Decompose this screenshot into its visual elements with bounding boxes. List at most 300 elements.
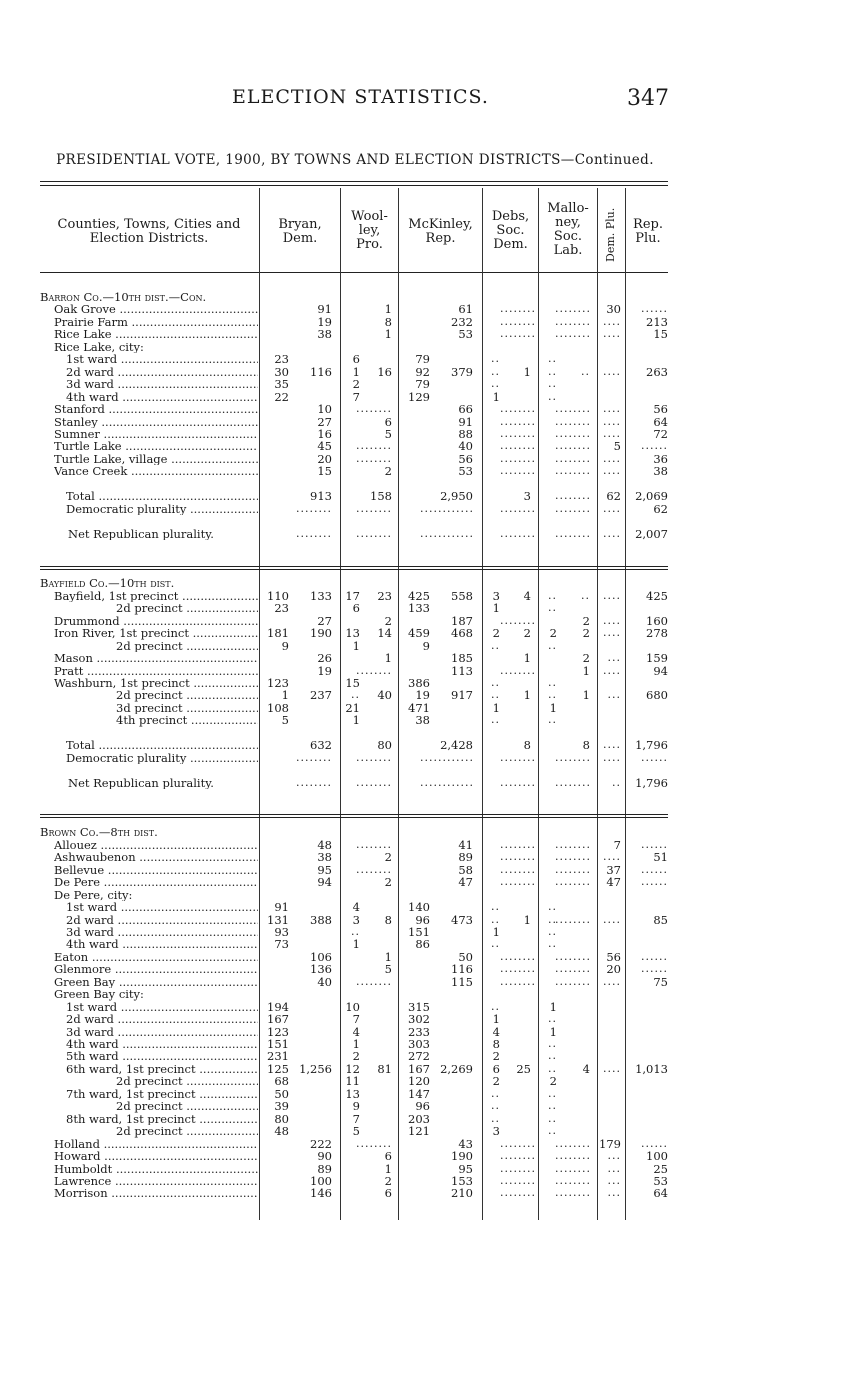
cell-bryan_s: 68 <box>274 1074 289 1089</box>
cell-demplu: .... <box>603 402 621 416</box>
row-label: Washburn, 1st precinct ..... <box>54 677 258 690</box>
cell-bryan: 89 <box>317 1161 332 1176</box>
cell-wooley: ........ <box>356 862 392 876</box>
cell-bryan_s: 80 <box>274 1111 289 1126</box>
cell-mckinley_s: 96 <box>415 912 430 927</box>
cell-wooley_s: 10 <box>345 999 360 1014</box>
row-spacer <box>40 515 670 528</box>
row-label: Bayfield Co.—10th dist. <box>40 577 175 590</box>
row-label: Turtle Lake ..... <box>54 440 258 453</box>
row-spacer <box>40 553 670 566</box>
cell-wooley_s: 1 <box>352 937 360 952</box>
cell-wooley: 158 <box>370 489 392 504</box>
row-label: Brown Co.—8th dist. <box>40 826 158 839</box>
cell-mall_s: .. <box>548 900 557 913</box>
cell-wooley_s: 13 <box>345 626 360 641</box>
table-subtitle: PRESIDENTIAL VOTE, 1900, BY TOWNS AND ELECTION DISTRICTS—Continued. <box>56 152 654 168</box>
cell-wooley_s: 13 <box>345 1086 360 1101</box>
cell-debs: ........ <box>500 439 536 453</box>
cell-debs: 3 <box>523 489 531 504</box>
header-bottom-rule <box>40 272 668 273</box>
cell-mall: 1 <box>582 688 590 703</box>
cell-mall: ........ <box>555 850 591 864</box>
cell-wooley_s: 21 <box>345 700 360 715</box>
cell-bryan_s: 110 <box>267 588 289 603</box>
cell-demplu: .... <box>603 414 621 428</box>
row-label: 5th ward ..... <box>66 1050 258 1063</box>
cell-mckinley: 210 <box>451 1186 473 1201</box>
cell-demplu: .... <box>603 750 621 764</box>
cell-mckinley: 53 <box>458 327 473 342</box>
cell-repplu: 75 <box>653 974 668 989</box>
cell-mall_s: .. <box>548 1037 557 1050</box>
cell-bryan_s: 125 <box>267 1061 289 1076</box>
cell-bryan_s: 39 <box>274 1099 289 1114</box>
cell-wooley: 1 <box>384 1161 392 1176</box>
cell-bryan: 136 <box>310 962 332 977</box>
cell-mckinley: 185 <box>451 651 473 665</box>
cell-bryan: 40 <box>317 974 332 989</box>
cell-repplu: 94 <box>653 663 668 678</box>
cell-debs: ........ <box>500 1149 536 1162</box>
cell-repplu: 25 <box>653 1161 668 1176</box>
cell-mall: ........ <box>555 439 591 453</box>
row-label: Iron River, 1st precinct ..... <box>54 627 258 640</box>
col-header-label: Counties, Towns, Cities and Election Districts. <box>57 217 241 246</box>
cell-repplu: 1,796 <box>635 775 668 790</box>
cell-wooley: ........ <box>356 974 392 988</box>
cell-demplu: ... <box>607 1173 621 1187</box>
cell-debs: ........ <box>500 875 536 889</box>
cell-bryan_s: 23 <box>274 352 289 367</box>
cell-wooley_s: 7 <box>352 389 360 404</box>
row-label: 4th ward ..... <box>66 938 258 951</box>
row-label: Bellevue ..... <box>54 864 258 877</box>
cell-bryan: 19 <box>317 663 332 678</box>
cell-mckinley_s: 19 <box>415 688 430 703</box>
cell-bryan_s: 123 <box>267 1024 289 1039</box>
cell-debs_s: 8 <box>492 1037 500 1051</box>
row-label: Turtle Lake, village ..... <box>54 453 258 466</box>
row-label: Eaton ..... <box>54 951 258 964</box>
cell-bryan_s: 181 <box>267 626 289 641</box>
cell-wooley: 1 <box>384 651 392 665</box>
cell-bryan_s: 23 <box>274 601 289 616</box>
row-label: Drummond ..... <box>54 615 258 628</box>
table-row <box>40 378 670 391</box>
cell-mall: ........ <box>555 875 591 889</box>
cell-mall_s: 1 <box>549 700 557 715</box>
cell-wooley_s: 4 <box>352 1024 360 1039</box>
row-label: Total ..... <box>66 490 258 503</box>
cell-mckinley_s: 302 <box>408 1012 430 1027</box>
cell-debs: 1 <box>523 364 531 379</box>
row-label: Net Republican plurality. <box>68 776 214 789</box>
row-label: 6th ward, 1st precinct ..... <box>66 1063 258 1076</box>
cell-mckinley_s: 120 <box>408 1074 430 1089</box>
row-label: Stanley ..... <box>54 416 258 429</box>
table-row <box>40 777 670 790</box>
cell-wooley_s: .. <box>351 688 360 702</box>
cell-mckinley_s: 147 <box>408 1086 430 1101</box>
cell-debs: 4 <box>523 588 531 603</box>
row-label: Mason ..... <box>54 652 258 665</box>
cell-mall: ........ <box>555 1149 591 1162</box>
cell-mckinley: 190 <box>451 1149 473 1163</box>
cell-demplu: .... <box>603 850 621 864</box>
cell-mckinley: 473 <box>451 912 473 927</box>
cell-debs_s: .. <box>491 352 500 366</box>
cell-mckinley: 2,269 <box>440 1061 473 1076</box>
cell-mckinley_s: 9 <box>422 638 430 653</box>
cell-wooley: 5 <box>384 426 392 441</box>
cell-debs_s: 1 <box>492 700 500 715</box>
cell-debs: ........ <box>500 501 536 515</box>
cell-mall: ........ <box>555 962 591 976</box>
cell-mall: .. <box>581 588 590 602</box>
cell-debs: ........ <box>500 414 536 428</box>
cell-demplu: .... <box>603 464 621 478</box>
cell-demplu: .... <box>603 451 621 465</box>
row-label: Lawrence ..... <box>54 1175 258 1188</box>
cell-debs: ........ <box>500 1136 536 1150</box>
cell-wooley: ........ <box>356 451 392 465</box>
row-label: Allouez ..... <box>54 839 258 852</box>
cell-mckinley: 917 <box>451 688 473 703</box>
cell-demplu: .... <box>603 626 621 640</box>
row-label: Sumner ..... <box>54 428 258 441</box>
cell-mckinley_s: 79 <box>415 377 430 392</box>
cell-demplu: .... <box>603 588 621 602</box>
cell-mckinley_s: 129 <box>408 389 430 404</box>
cell-debs: ........ <box>500 862 536 876</box>
cell-mall_s: .. <box>548 688 557 702</box>
cell-demplu: 37 <box>606 862 621 877</box>
cell-mall: ........ <box>555 1136 591 1150</box>
row-label: 1st ward ..... <box>66 353 258 366</box>
cell-mall_s: 1 <box>549 999 557 1014</box>
cell-wooley_s: 3 <box>352 912 360 927</box>
cell-mall: ........ <box>555 1186 591 1200</box>
cell-repplu: 62 <box>653 501 668 516</box>
cell-debs_s: .. <box>491 713 500 727</box>
cell-mall: ........ <box>555 526 591 540</box>
cell-mall: ........ <box>555 974 591 988</box>
table-row <box>40 1100 670 1113</box>
row-label: Rice Lake, city: <box>54 340 144 354</box>
cell-demplu: .... <box>603 663 621 677</box>
cell-debs: ........ <box>500 974 536 988</box>
col-header-debs: Debs, Soc. Dem. <box>491 209 530 252</box>
cell-mckinley: 50 <box>458 949 473 964</box>
cell-mckinley_s: 121 <box>408 1124 430 1139</box>
cell-mckinley: 89 <box>458 850 473 865</box>
cell-mckinley: 468 <box>451 626 473 641</box>
cell-demplu: 5 <box>613 439 621 454</box>
cell-repplu: 64 <box>653 414 668 429</box>
cell-wooley: ........ <box>356 402 392 416</box>
cell-wooley: 1 <box>384 327 392 342</box>
cell-mckinley_s: 303 <box>408 1037 430 1051</box>
col-header-mckinley: McKinley, Rep. <box>408 217 473 246</box>
cell-mall_s: 1 <box>549 1024 557 1039</box>
cell-mckinley_s: 386 <box>408 676 430 690</box>
row-label: 7th ward, 1st precinct ..... <box>66 1088 258 1101</box>
row-label: Democratic plurality ..... <box>66 752 258 765</box>
cell-mall: ........ <box>555 314 591 328</box>
cell-repplu: 1,013 <box>635 1061 668 1076</box>
cell-mckinley_s: 203 <box>408 1111 430 1126</box>
cell-mall: ........ <box>555 464 591 478</box>
cell-wooley: 2 <box>384 613 392 628</box>
cell-mall: ........ <box>555 327 591 341</box>
row-label: Humboldt ..... <box>54 1163 258 1176</box>
cell-debs_s: .. <box>491 1099 500 1113</box>
cell-demplu: 30 <box>606 302 621 317</box>
cell-demplu: .. <box>612 775 621 789</box>
row-label: Stanford ..... <box>54 403 258 416</box>
cell-wooley_s: 1 <box>352 638 360 653</box>
cell-debs_s: 3 <box>492 588 500 603</box>
cell-mall_s: .. <box>548 1012 557 1026</box>
cell-debs: ........ <box>500 526 536 540</box>
cell-wooley_s: 7 <box>352 1012 360 1027</box>
cell-mall_s: .. <box>548 1099 557 1113</box>
row-label: 2d precinct ..... <box>116 602 258 615</box>
cell-debs: 1 <box>523 912 531 927</box>
cell-bryan: 1,256 <box>299 1061 332 1076</box>
cell-wooley_s: 6 <box>352 352 360 367</box>
cell-debs_s: 2 <box>492 1049 500 1064</box>
cell-debs_s: .. <box>491 377 500 391</box>
cell-mckinley: ............ <box>420 501 474 515</box>
cell-wooley: 2 <box>384 464 392 479</box>
page-header-title: ELECTION STATISTICS. <box>232 86 489 108</box>
cell-mckinley_s: 471 <box>408 700 430 715</box>
row-label: 4th ward ..... <box>66 391 258 404</box>
cell-mall_s: 2 <box>549 626 557 641</box>
cell-mckinley: 43 <box>458 1136 473 1151</box>
cell-debs: ........ <box>500 451 536 465</box>
cell-bryan_s: 123 <box>267 676 289 690</box>
cell-demplu: 7 <box>613 837 621 852</box>
row-label: Morrison ..... <box>54 1187 258 1200</box>
cell-debs_s: .. <box>491 900 500 913</box>
cell-repplu: ...... <box>641 750 668 764</box>
cell-debs_s: .. <box>491 937 500 951</box>
cell-mall_s: .. <box>548 1086 557 1100</box>
cell-debs: ........ <box>500 775 536 789</box>
col-header-rep-plu: Rep. Plu. <box>633 217 663 246</box>
cell-mall_s: .. <box>548 1111 557 1125</box>
cell-repplu: 72 <box>653 426 668 441</box>
cell-wooley: ........ <box>356 439 392 453</box>
cell-wooley: 14 <box>377 626 392 641</box>
top-rule-1 <box>40 181 668 182</box>
cell-mckinley: 47 <box>458 875 473 890</box>
cell-demplu: 56 <box>606 949 621 964</box>
row-label: Howard ..... <box>54 1150 258 1163</box>
cell-mall_s: .. <box>548 924 557 938</box>
cell-mckinley_s: 459 <box>408 626 430 641</box>
cell-wooley_s: 17 <box>345 588 360 603</box>
cell-debs: 1 <box>523 651 531 665</box>
cell-demplu: .... <box>603 314 621 328</box>
row-label: 2d precinct ..... <box>116 640 258 653</box>
cell-mckinley: 53 <box>458 464 473 479</box>
cell-mckinley: 95 <box>458 1161 473 1176</box>
cell-wooley: 2 <box>384 1173 392 1188</box>
cell-debs_s: 6 <box>492 1061 500 1076</box>
cell-wooley: ........ <box>356 663 392 677</box>
row-label: De Pere ..... <box>54 876 258 889</box>
row-label: 3d ward ..... <box>66 378 258 391</box>
cell-mall: 1 <box>582 663 590 678</box>
cell-mckinley_s: 133 <box>408 601 430 616</box>
cell-mall_s: 2 <box>549 1074 557 1089</box>
cell-debs: ........ <box>500 464 536 478</box>
cell-bryan: 100 <box>310 1173 332 1188</box>
cell-repplu: 2,069 <box>635 489 668 504</box>
cell-demplu: 62 <box>606 489 621 504</box>
cell-bryan_s: 167 <box>267 1012 289 1027</box>
cell-mall: ........ <box>555 912 591 926</box>
cell-repplu: 263 <box>646 364 668 379</box>
cell-demplu: .... <box>603 912 621 926</box>
table-row <box>40 465 670 478</box>
cell-mall: ........ <box>555 1161 591 1175</box>
cell-debs: ........ <box>500 663 536 677</box>
cell-bryan: 146 <box>310 1186 332 1201</box>
table-row <box>40 528 670 541</box>
cell-bryan: 237 <box>310 688 332 703</box>
table-row <box>40 851 670 864</box>
cell-wooley: 8 <box>384 314 392 329</box>
cell-debs: ........ <box>500 402 536 416</box>
cell-bryan: 19 <box>317 314 332 329</box>
cell-repplu: ...... <box>641 862 668 876</box>
cell-wooley_s: .. <box>351 924 360 938</box>
cell-debs: ........ <box>500 426 536 440</box>
cell-debs: ........ <box>500 613 536 627</box>
table-row <box>40 328 670 341</box>
cell-demplu: ... <box>607 1149 621 1162</box>
cell-mckinley: 232 <box>451 314 473 329</box>
cell-debs_s: 1 <box>492 389 500 404</box>
row-spacer <box>40 565 670 578</box>
cell-mall: 2 <box>582 651 590 665</box>
cell-repplu: 680 <box>646 688 668 703</box>
cell-mall: ........ <box>555 414 591 428</box>
cell-repplu: ...... <box>641 439 668 453</box>
cell-demplu: 179 <box>599 1136 621 1151</box>
cell-mckinley_s: 92 <box>415 364 430 379</box>
row-label: Democratic plurality ..... <box>66 503 258 516</box>
row-label: 2d ward ..... <box>66 366 258 379</box>
row-label: 2d ward ..... <box>66 1013 258 1026</box>
cell-mckinley: 113 <box>451 663 473 678</box>
cell-wooley: ........ <box>356 501 392 515</box>
cell-mckinley: 379 <box>451 364 473 379</box>
row-label: Net Republican plurality. <box>68 527 214 540</box>
cell-mall_s: .. <box>548 364 557 378</box>
cell-wooley_s: 1 <box>352 713 360 728</box>
cell-wooley_s: 4 <box>352 900 360 914</box>
cell-debs_s: .. <box>491 638 500 652</box>
cell-demplu: ... <box>607 688 621 702</box>
cell-wooley_s: 2 <box>352 1049 360 1064</box>
cell-wooley: 6 <box>384 1186 392 1201</box>
cell-repplu: 159 <box>646 651 668 665</box>
table-row <box>40 577 670 590</box>
cell-bryan: 20 <box>317 451 332 466</box>
cell-bryan_s: 1 <box>281 688 289 703</box>
cell-mckinley: 88 <box>458 426 473 441</box>
table-row <box>40 490 670 503</box>
table-row <box>40 976 670 989</box>
cell-debs: ........ <box>500 750 536 764</box>
cell-bryan: 45 <box>317 439 332 454</box>
cell-bryan: 10 <box>317 402 332 417</box>
cell-mckinley: 66 <box>458 402 473 417</box>
table-row <box>40 627 670 640</box>
cell-debs_s: .. <box>491 1111 500 1125</box>
cell-wooley: ........ <box>356 526 392 540</box>
cell-wooley: 2 <box>384 875 392 890</box>
cell-mckinley_s: 140 <box>408 900 430 914</box>
cell-bryan: 15 <box>317 464 332 479</box>
cell-mall_s: .. <box>548 676 557 689</box>
row-label: Bayfield, 1st precinct ..... <box>54 590 258 603</box>
row-label: Glenmore ..... <box>54 963 258 976</box>
cell-demplu: .... <box>603 613 621 627</box>
cell-mall: 4 <box>582 1061 590 1076</box>
cell-mall_s: .. <box>548 638 557 652</box>
cell-demplu: .... <box>603 974 621 988</box>
cell-bryan: 27 <box>317 613 332 628</box>
cell-bryan: 116 <box>310 364 332 379</box>
cell-repplu: 38 <box>653 464 668 479</box>
row-label: 1st ward ..... <box>66 1001 258 1014</box>
cell-mall: ........ <box>555 489 591 503</box>
cell-repplu: 85 <box>653 912 668 927</box>
cell-demplu: .... <box>603 501 621 515</box>
cell-repplu: ...... <box>641 1136 668 1150</box>
cell-debs: 1 <box>523 688 531 703</box>
cell-wooley_s: 1 <box>352 1037 360 1051</box>
cell-debs: 2 <box>523 626 531 641</box>
cell-repplu: 51 <box>653 850 668 865</box>
cell-repplu: 56 <box>653 402 668 417</box>
cell-wooley: ........ <box>356 837 392 851</box>
cell-debs: ........ <box>500 327 536 341</box>
cell-wooley_s: 1 <box>352 364 360 379</box>
cell-debs: ........ <box>500 850 536 864</box>
cell-debs: 25 <box>516 1061 531 1076</box>
cell-wooley_s: 5 <box>352 1124 360 1139</box>
cell-debs: ........ <box>500 1161 536 1175</box>
cell-mall_s: .. <box>548 1124 557 1138</box>
cell-wooley_s: 11 <box>345 1074 360 1089</box>
cell-mckinley: 56 <box>458 451 473 466</box>
cell-debs_s: 1 <box>492 1012 500 1027</box>
cell-bryan: 16 <box>317 426 332 441</box>
row-label: 3d ward ..... <box>66 1026 258 1039</box>
cell-debs: ........ <box>500 1173 536 1187</box>
table-row <box>40 602 670 615</box>
row-label: Vance Creek ..... <box>54 465 258 478</box>
cell-debs_s: .. <box>491 999 500 1013</box>
